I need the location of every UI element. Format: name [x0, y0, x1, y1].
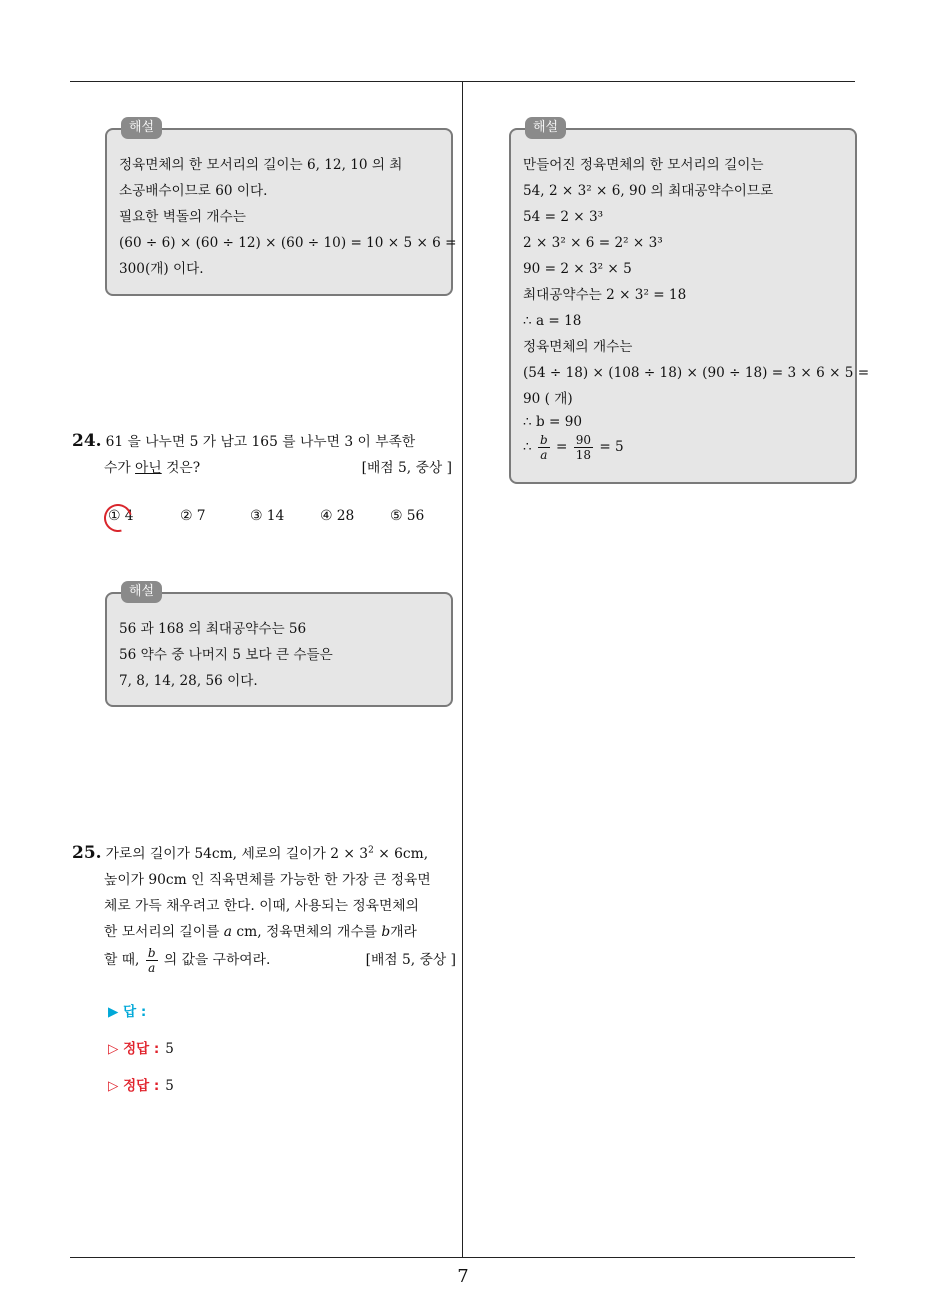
fraction-b-over-a: $\frac{b}{a}$: [147, 946, 156, 975]
explanation-line: 54, 2 × 3² × 6, 90 의 최대공약수이므로: [523, 183, 774, 199]
bottom-rule: [70, 1257, 855, 1258]
correct-label: ▷ 정답 :: [108, 1078, 160, 1094]
explanation-tag: 해설: [525, 117, 566, 139]
question-text: 가로의 길이가 54cm, 세로의 길이가 2 × 3: [105, 846, 369, 862]
explanation-line: (60 ÷ 6) × (60 ÷ 12) × (60 ÷ 10) = 10 × 5 × 6 =: [119, 235, 457, 251]
explanation-line: ∴ a = 18: [523, 313, 582, 329]
choice-label: ③ 14: [250, 508, 285, 524]
correct-value: 5: [165, 1041, 174, 1057]
column-divider: [462, 82, 463, 1257]
choice-2[interactable]: [180, 508, 206, 524]
explanation-line: 정육면체의 개수는: [523, 339, 633, 355]
variable-b: b: [381, 924, 391, 940]
superscript: 2: [368, 845, 374, 856]
variable-a: a: [223, 924, 233, 940]
result-value: = 5: [599, 439, 624, 455]
choice-label: ⑤ 56: [390, 508, 425, 524]
question-text: 수가: [104, 460, 136, 476]
question-text: 한 모서리의 길이를: [104, 924, 224, 940]
question-text: 의 값을 구하여라.: [159, 952, 271, 968]
correct-answer-row-2: [108, 1074, 174, 1094]
explanation-line: 56 약수 중 나머지 5 보다 큰 수들은: [119, 647, 333, 663]
choice-1[interactable]: [108, 508, 134, 524]
correct-label: ▷ 정답 :: [108, 1041, 160, 1057]
question-text: 할 때,: [104, 952, 144, 968]
therefore-symbol: ∴: [523, 439, 532, 455]
explanation-line: 필요한 벽돌의 개수는: [119, 209, 246, 225]
correct-value: 5: [165, 1078, 174, 1094]
explanation-tag: 해설: [121, 581, 162, 603]
explanation-line: 소공배수이므로 60 이다.: [119, 183, 268, 199]
explanation-line: ∴ b = 90: [523, 414, 583, 430]
explanation-line: 300(개) 이다.: [119, 261, 204, 277]
question-number: 25.: [72, 843, 102, 863]
question-underlined-word: 아닌: [135, 460, 162, 476]
explanation-line: 2 × 3² × 6 = 2² × 3³: [523, 235, 663, 251]
explanation-line: 56 과 168 의 최대공약수는 56: [119, 621, 307, 637]
answer-row[interactable]: [108, 1000, 146, 1020]
explanation-line: 만들어진 정육면체의 한 모서리의 길이는: [523, 157, 764, 173]
question-text: × 6cm,: [373, 846, 429, 862]
score-label: [배점 5, 중상 ]: [361, 460, 452, 476]
choice-4[interactable]: [320, 508, 354, 524]
question-text: 체로 가득 채우려고 한다. 이때, 사용되는 정육면체의: [104, 898, 419, 914]
question-text: 개라: [390, 924, 417, 940]
fraction-b-over-a: $\frac{b}{a}$: [539, 433, 548, 462]
question-text: 61 을 나누면 5 가 남고 165 를 나누면 3 이 부족한: [105, 434, 416, 450]
question-24: [72, 428, 452, 481]
correct-answer-row-1: [108, 1037, 174, 1057]
question-text: cm, 정육면체의 개수를: [232, 924, 382, 940]
page-number: 7: [457, 1266, 469, 1287]
question-text: 높이가 90cm 인 직육면체를 가능한 한 가장 큰 정육면: [104, 872, 431, 888]
question-25: [72, 840, 456, 975]
answer-label: ▶ 답 :: [108, 1004, 147, 1020]
explanation-line: 90 = 2 × 3² × 5: [523, 261, 632, 277]
choice-label: ④ 28: [320, 508, 355, 524]
explanation-line: 정육면체의 한 모서리의 길이는 6, 12, 10 의 최: [119, 157, 403, 173]
choice-label: ② 7: [180, 508, 206, 524]
explanation-line: 7, 8, 14, 28, 56 이다.: [119, 673, 258, 689]
explanation-box-23: [105, 120, 457, 296]
choice-label: ① 4: [108, 508, 134, 524]
explanation-tag: 해설: [121, 117, 162, 139]
choice-3[interactable]: [250, 508, 284, 524]
fraction-90-over-18: $\frac{90}{18}$: [575, 433, 591, 462]
selected-circle-mark: [99, 499, 137, 537]
explanation-line: 최대공약수는 2 × 3² = 18: [523, 287, 687, 303]
equals-sign: =: [556, 439, 568, 455]
explanation-box-24: [105, 584, 453, 707]
explanation-line: 54 = 2 × 3³: [523, 209, 604, 225]
explanation-line: 90 ( 개): [523, 391, 573, 407]
question-number: 24.: [72, 431, 102, 451]
explanation-line: (54 ÷ 18) × (108 ÷ 18) × (90 ÷ 18) = 3 × 6 × 5 =: [523, 365, 870, 381]
score-label: [배점 5, 중상 ]: [365, 952, 456, 968]
explanation-box-25: [509, 120, 870, 484]
explanation-final-line: [523, 432, 843, 462]
choice-5[interactable]: [390, 508, 424, 524]
question-text: 것은?: [161, 460, 201, 476]
